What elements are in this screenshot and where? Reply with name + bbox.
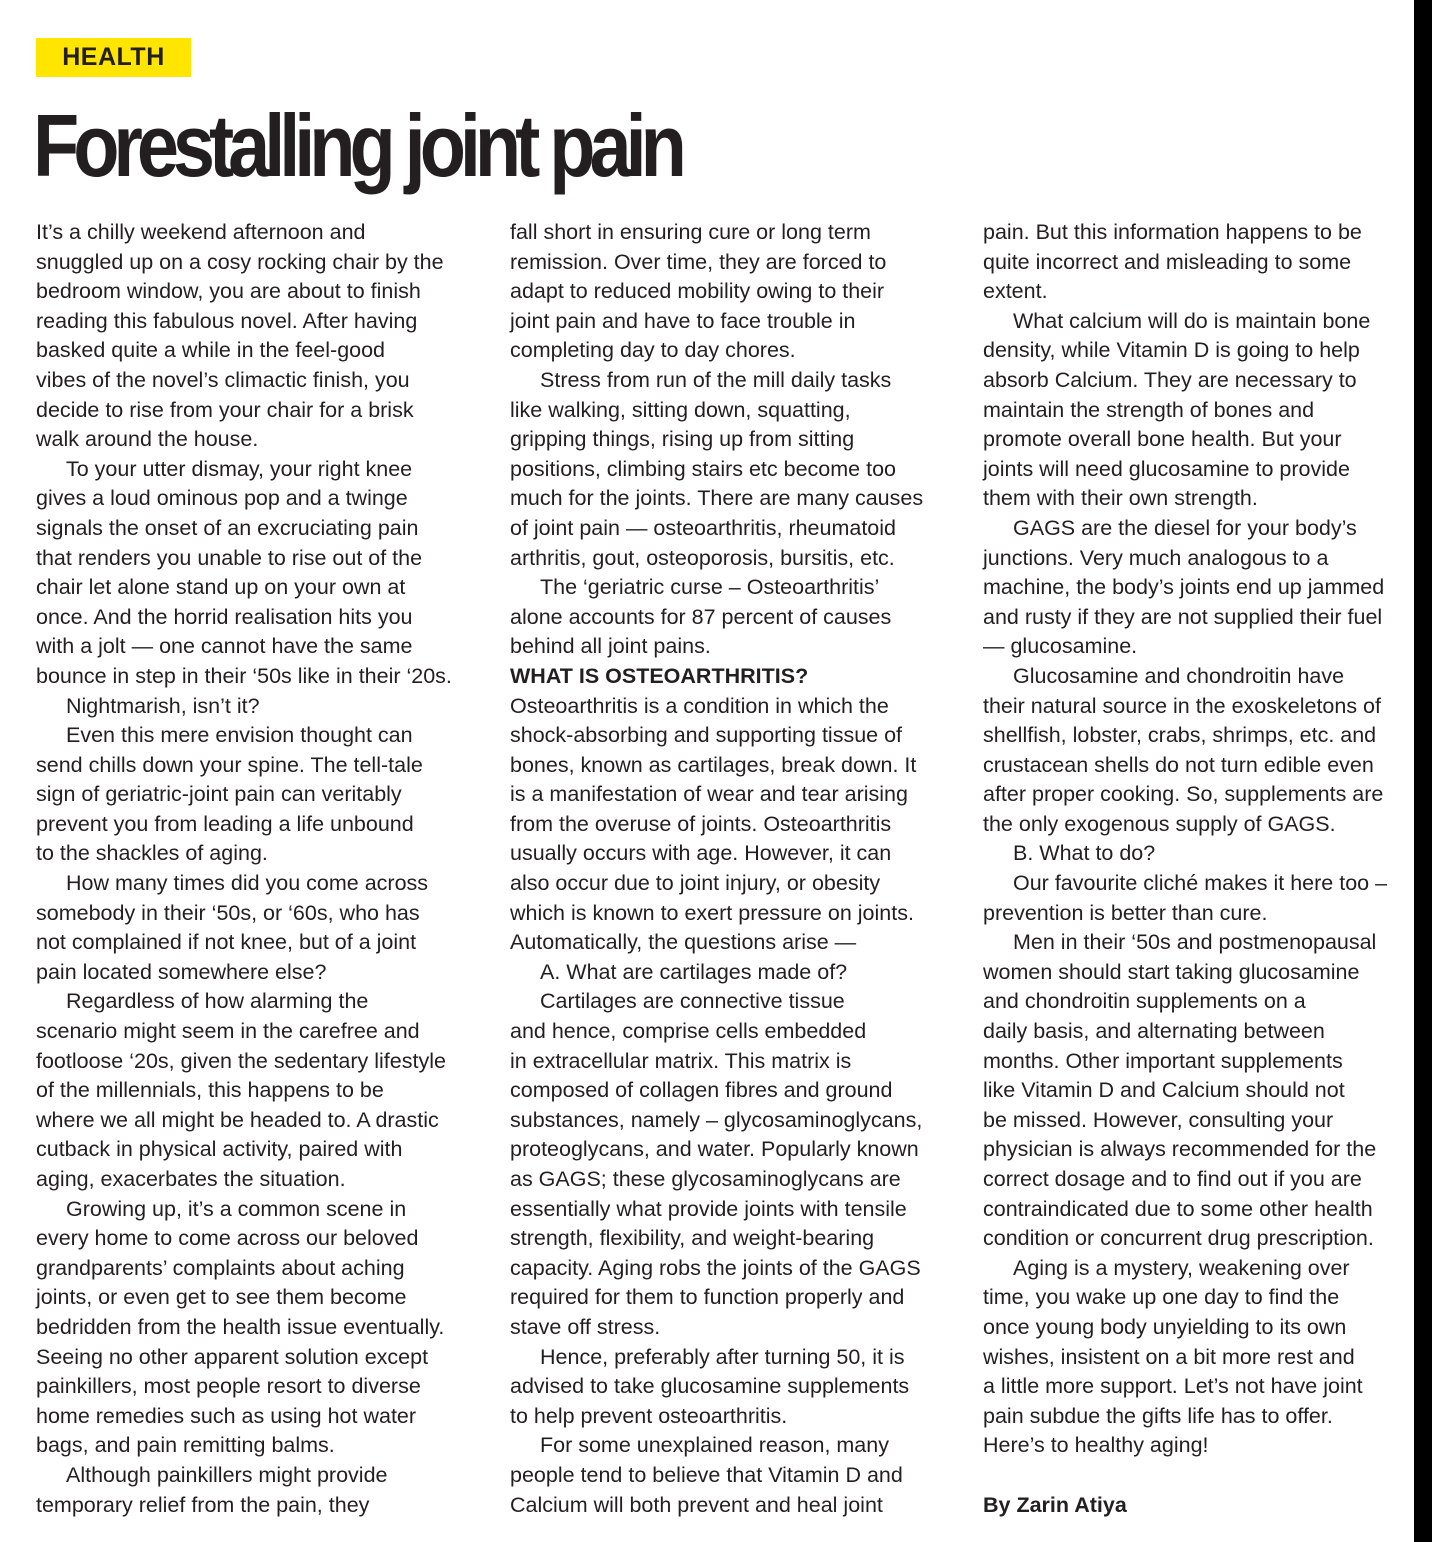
body-text-line: that renders you unable to rise out of the (36, 545, 423, 570)
body-text-line: composed of collagen fibres and ground (510, 1078, 893, 1103)
body-text-line: to help prevent osteoarthritis. (510, 1403, 788, 1428)
article-column-3 (983, 218, 1413, 1520)
body-text-line: Here’s to healthy aging! (983, 1433, 1209, 1458)
body-text-line: alone accounts for 87 percent of causes (510, 604, 892, 629)
body-text-line: physician is always recommended for the (983, 1137, 1377, 1162)
body-text-line: not complained if not knee, but of a joint (36, 930, 417, 955)
body-text-line: home remedies such as using hot water (36, 1403, 417, 1428)
body-text-line: chair let alone stand up on your own at (36, 575, 406, 600)
body-text-line: time, you wake up one day to find the (983, 1285, 1340, 1310)
body-text-line: Osteoarthritis is a condition in which the (510, 693, 889, 718)
body-text-line: Nightmarish, isn’t it? (66, 693, 260, 718)
body-text-line: density, while Vitamin D is going to help (983, 338, 1360, 363)
body-text-line: Hence, preferably after turning 50, it is (540, 1344, 905, 1369)
body-text-line: bags, and pain remitting balms. (36, 1433, 335, 1458)
body-text-line: pain. But this information happens to be (983, 220, 1362, 244)
body-text-line: — glucosamine. (983, 634, 1138, 659)
body-text-line: essentially what provide joints with tensile (510, 1196, 907, 1221)
body-text-line: correct dosage and to find out if you are (983, 1167, 1362, 1191)
body-text-line: bounce in step in their ‘50s like in their ‘20s. (36, 663, 452, 688)
body-text-line: also occur due to joint injury, or obesity (510, 871, 881, 896)
body-text-line (983, 1461, 1413, 1491)
body-text-line: junctions. Very much analogous to a (983, 545, 1329, 570)
body-text-line: Men in their ‘50s and postmenopausal (1013, 930, 1377, 955)
body-text-line: to the shackles of aging. (36, 841, 268, 866)
body-text-line: signals the onset of an excruciating pain (36, 515, 419, 540)
body-text-line: women should start taking glucosamine (983, 959, 1360, 984)
body-text-line: Stress from run of the mill daily tasks (540, 367, 892, 392)
body-text-line: wishes, insistent on a bit more rest and (983, 1344, 1355, 1369)
body-text-line: footloose ‘20s, given the sedentary lifestyle (36, 1048, 446, 1073)
body-text-line: send chills down your spine. The tell-tale (36, 752, 423, 777)
page-edge-bar (1414, 0, 1432, 1542)
body-text-line: positions, climbing stairs etc become too (510, 456, 896, 481)
body-text-line: Although painkillers might provide (66, 1462, 388, 1487)
body-text-line: capacity. Aging robs the joints of the GAGS (510, 1255, 921, 1280)
body-text-line: their natural source in the exoskeletons of (983, 693, 1381, 718)
body-text-line: proteoglycans, and water. Popularly known (510, 1137, 919, 1162)
body-text-line: like Vitamin D and Calcium should not (983, 1078, 1345, 1103)
body-text-line: painkillers, most people resort to diverse (36, 1374, 421, 1399)
body-text-line: aging, exacerbates the situation. (36, 1167, 346, 1191)
body-text-line: substances, namely – glycosaminoglycans, (510, 1107, 923, 1132)
body-text-line: and hence, comprise cells embedded (510, 1019, 867, 1044)
body-text-line: quite incorrect and misleading to some (983, 249, 1352, 274)
body-text-line: as GAGS; these glycosaminoglycans are (510, 1167, 901, 1191)
body-text-line: Calcium will both prevent and heal joint (510, 1492, 883, 1517)
body-text-line: prevent you from leading a life unbound (36, 811, 414, 836)
body-text-line: decide to rise from your chair for a brisk (36, 397, 414, 422)
body-text-line: usually occurs with age. However, it can (510, 841, 892, 866)
body-text-line: Cartilages are connective tissue (540, 989, 845, 1014)
body-text-line: much for the joints. There are many causes (510, 486, 924, 511)
body-text-line: be missed. However, consulting your (983, 1107, 1334, 1132)
body-text-line: It’s a chilly weekend afternoon and (36, 220, 366, 244)
body-text-line: reading this fabulous novel. After having (36, 308, 418, 333)
body-text-line: shellfish, lobster, crabs, shrimps, etc. and (983, 723, 1377, 748)
body-text-line: daily basis, and alternating between (983, 1019, 1325, 1044)
body-text-line: walk around the house. (36, 427, 259, 452)
body-text-line: like walking, sitting down, squatting, (510, 397, 851, 422)
body-text-line: Seeing no other apparent solution except (36, 1344, 429, 1369)
body-text-line: basked quite a while in the feel-good (36, 338, 386, 363)
body-text-line: somebody in their ‘50s, or ‘60s, who has (36, 900, 420, 925)
body-text-line: gripping things, rising up from sitting (510, 427, 855, 452)
body-text-line: the only exogenous supply of GAGS. (983, 811, 1336, 836)
body-text-line: fall short in ensuring cure or long term (510, 220, 871, 244)
body-text-line: joints will need glucosamine to provide (983, 456, 1350, 481)
body-text-line: strength, flexibility, and weight-bearing (510, 1226, 875, 1251)
article-column-2 (510, 218, 950, 1520)
section-tag: HEALTH (36, 38, 191, 77)
body-text-line: is a manifestation of wear and tear arising (510, 782, 908, 807)
body-text-line: advised to take glucosamine supplements (510, 1374, 910, 1399)
body-text-line: and rusty if they are not supplied their fuel (983, 604, 1383, 629)
article-headline: Forestalling joint pain (33, 96, 681, 195)
body-text-line: stave off stress. (510, 1314, 661, 1339)
body-text-line: pain located somewhere else? (36, 959, 327, 984)
body-text-line: required for them to function properly and (510, 1285, 905, 1310)
body-text-line: where we all might be headed to. A drastic (36, 1107, 439, 1132)
body-text-line: contraindicated due to some other health (983, 1196, 1373, 1221)
body-text-line: people tend to believe that Vitamin D and (510, 1462, 903, 1487)
body-text-line: bones, known as cartilages, break down. It (510, 752, 917, 777)
body-text-line: pain subdue the gifts life has to offer. (983, 1403, 1333, 1428)
body-text-line: gives a loud ominous pop and a twinge (36, 486, 408, 511)
body-text-line: with a jolt — one cannot have the same (36, 634, 413, 659)
body-text-line: Automatically, the questions arise — (510, 930, 857, 955)
body-text-line: behind all joint pains. (510, 634, 711, 659)
body-text-line: of joint pain — osteoarthritis, rheumatoid (510, 515, 897, 540)
body-text-line: Growing up, it’s a common scene in (66, 1196, 407, 1221)
body-text-line: Regardless of how alarming the (66, 989, 369, 1014)
body-text-line: To your utter dismay, your right knee (66, 456, 413, 481)
body-text-line: every home to come across our beloved (36, 1226, 419, 1251)
body-text-line: extent. (983, 279, 1048, 304)
body-text-line: promote overall bone health. But your (983, 427, 1342, 452)
body-text-line: from the overuse of joints. Osteoarthritis (510, 811, 892, 836)
body-text-line: once young body unyielding to its own (983, 1314, 1347, 1339)
body-text-line: completing day to day chores. (510, 338, 796, 363)
body-text-line: shock-absorbing and supporting tissue of (510, 723, 903, 748)
body-text-line: temporary relief from the pain, they (36, 1492, 370, 1517)
body-text-line: in extracellular matrix. This matrix is (510, 1048, 852, 1073)
body-text-line: maintain the strength of bones and (983, 397, 1315, 422)
body-text-line: bedroom window, you are about to finish (36, 279, 421, 304)
body-text-line: For some unexplained reason, many (540, 1433, 889, 1458)
body-text-line: B. What to do? (1013, 841, 1156, 866)
body-text-line: joint pain and have to face trouble in (510, 308, 856, 333)
body-text-line: absorb Calcium. They are necessary to (983, 367, 1357, 392)
body-text-line: them with their own strength. (983, 486, 1258, 511)
body-text-line: GAGS are the diesel for your body’s (1013, 515, 1357, 540)
body-text-line: crustacean shells do not turn edible even (983, 752, 1374, 777)
body-text-line: arthritis, gout, osteoporosis, bursitis, etc. (510, 545, 895, 570)
body-text-line: once. And the horrid realisation hits you (36, 604, 413, 629)
byline: By Zarin Atiya (983, 1492, 1127, 1517)
body-text-line: A. What are cartilages made of? (540, 959, 848, 984)
body-text-line: after proper cooking. So, supplements are (983, 782, 1384, 807)
body-text-line: scenario might seem in the carefree and (36, 1019, 420, 1044)
body-text-line: of the millennials, this happens to be (36, 1078, 384, 1103)
body-text-line: cutback in physical activity, paired with (36, 1137, 403, 1162)
body-text-line: machine, the body’s joints end up jammed (983, 575, 1385, 600)
body-text-line: snuggled up on a cosy rocking chair by the (36, 249, 444, 274)
body-text-line: Even this mere envision thought can (66, 723, 413, 748)
body-text-line: sign of geriatric-joint pain can veritably (36, 782, 402, 807)
body-text-line: remission. Over time, they are forced to (510, 249, 887, 274)
body-text-line: Our favourite cliché makes it here too – (1013, 871, 1388, 896)
body-text-line: condition or concurrent drug prescription. (983, 1226, 1374, 1251)
body-text-line: joints, or even get to see them become (36, 1285, 407, 1310)
body-text-line: a little more support. Let’s not have joint (983, 1374, 1363, 1399)
body-text-line: Aging is a mystery, weakening over (1013, 1255, 1350, 1280)
body-text-line: grandparents’ complaints about aching (36, 1255, 405, 1280)
body-text-line: What calcium will do is maintain bone (1013, 308, 1371, 333)
body-text-line: months. Other important supplements (983, 1048, 1343, 1073)
body-text-line: adapt to reduced mobility owing to their (510, 279, 885, 304)
subheading: WHAT IS OSTEOARTHRITIS? (510, 663, 809, 688)
article-column-1 (36, 218, 481, 1520)
body-text-line: prevention is better than cure. (983, 900, 1268, 925)
body-text-line: which is known to exert pressure on joints. (510, 900, 914, 925)
body-text-line: How many times did you come across (66, 871, 429, 896)
body-text-line: The ‘geriatric curse – Osteoarthritis’ (540, 575, 880, 600)
body-text-line: Glucosamine and chondroitin have (1013, 663, 1345, 688)
body-text-line: vibes of the novel’s climactic finish, you (36, 367, 410, 392)
body-text-line: and chondroitin supplements on a (983, 989, 1306, 1014)
body-text-line: bedridden from the health issue eventually. (36, 1314, 445, 1339)
